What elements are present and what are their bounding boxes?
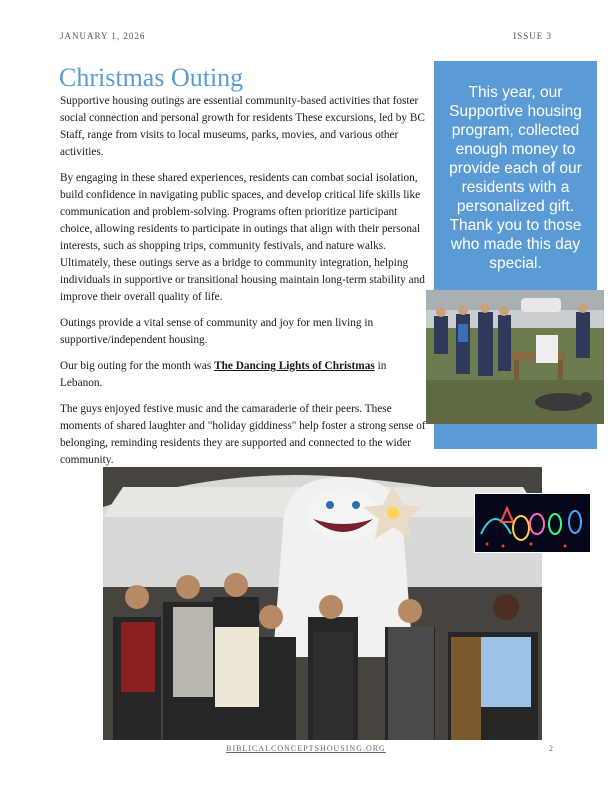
- article-body: [60, 93, 430, 478]
- issue-number: ISSUE 3: [513, 31, 552, 41]
- paragraph-big-outing: [60, 358, 430, 392]
- page-number: 2: [549, 744, 553, 753]
- big-outing-location: in Lebanon.: [60, 360, 387, 389]
- article-title: Christmas Outing: [59, 63, 244, 92]
- paragraph-community: Outings provide a vital sense of community and joy for men living in supportive/independent housing.: [60, 317, 374, 346]
- paragraph-benefits: By engaging in these shared experiences, residents can combat social isolation, build confidence in navigating public spaces, and develop critical life skills like communication and problem-solving. Programs often prioritize participant choice, allowing residents to participate in outings that align with their personal interests, such as shopping trips, community festivals, and nature walks. Ultimately, these outings serve as a bridge to community integration, helping individuals in supportive or transitional housing maintain long-term stability and improve their overall quality of life.: [60, 172, 425, 303]
- picnic-photo: [426, 290, 604, 424]
- issue-date: JANUARY 1, 2026: [60, 31, 146, 41]
- website-link[interactable]: BIBLICALCONCEPTSHOUSING.ORG: [226, 744, 386, 753]
- christmas-lights-photo: [474, 493, 591, 553]
- paragraph-intro: Supportive housing outings are essential community-based activities that foster social connection and personal growth for residents These excursions, led by BC Staff, range from visits to local museums, parks, movies, and various other activities.: [60, 95, 425, 158]
- big-outing-lead: Our big outing for the month was: [60, 360, 215, 372]
- sidebar-callout-text: This year, our Supportive housing program, collected enough money to provide each of our residents with a personalized gift. Thank you to those who made this day special.: [449, 84, 582, 272]
- dancing-lights-link[interactable]: The Dancing Lights of Christmas: [214, 360, 375, 372]
- paragraph-camaraderie: The guys enjoyed festive music and the camaraderie of their peers. These moments of shared laughter and "holiday giddiness" help foster a strong sense of belonging, reminding residents they are supported and connected to the wider community.: [60, 403, 426, 466]
